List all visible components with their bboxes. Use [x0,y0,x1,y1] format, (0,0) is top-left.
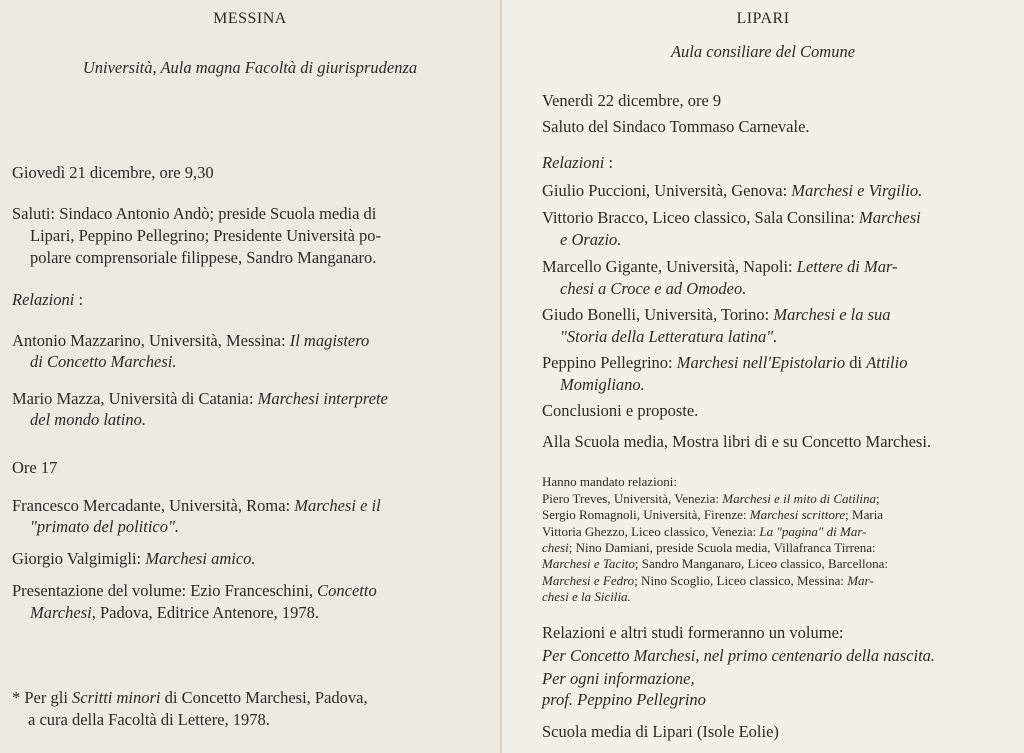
hanno-line-4 [542,540,876,556]
hanno-line-1: Piero Treves, Università, Venezia: Marchesi e il mito di Catilina; [542,491,880,506]
talk-title: Marchesi [859,208,921,227]
hanno-line-6 [542,573,874,589]
hanno-title: Marchesi scrittore [749,507,846,522]
hanno-text: Vittoria Ghezzo, Liceo classico, Venezia: [542,524,760,539]
hanno-title: Marchesi e Fedro [542,573,635,588]
talk-title: Marchesi amico. [145,549,256,568]
saluti-text-1: : Sindaco Antonio Andò; preside Scuola media di [50,204,377,223]
talk-mazzarino-cont: di Concetto Marchesi. [30,352,177,371]
footnote-text-2: di Concetto Marchesi, Padova, [160,688,368,707]
messina-heading: MESSINA [213,10,287,27]
hanno-title: La "pagina" di Mar- [759,524,867,539]
talk-title: Lettere di Mar- [796,257,898,276]
presentazione-line-1 [12,580,377,601]
talk-title: Marchesi nell'Epistolario [676,353,846,372]
talk-speaker: Peppino Pellegrino: [542,353,677,372]
footnote-line-1 [12,687,368,708]
messina-venue: Università, Aula magna Facoltà di giurisprudenza [82,58,418,77]
talk-gigante [542,256,898,277]
footnote-line-2: a cura della Facoltà di Lettere, 1978. [28,710,270,729]
talk-bracco-cont: e Orazio. [560,230,622,249]
talk-speaker: Mario Mazza, Università di Catania: [12,389,258,408]
conclusioni: Conclusioni e proposte. [542,401,699,420]
hanno-line-5 [542,556,888,572]
volume-line: Relazioni e altri studi formeranno un volume: [542,623,844,642]
talk-mazza-cont: del mondo latino. [30,410,146,429]
presentazione-title-a: Concetto [317,581,377,600]
relazioni-heading-right [542,152,613,173]
talk-mazzarino [12,330,369,351]
talk-speaker: Marcello Gigante, Università, Napoli: [542,257,797,276]
day1-time: Giovedì 21 dicembre, ore 9,30 [12,163,214,182]
relazioni-heading-left [12,289,83,310]
lipari-venue: Aula consiliare del Comune [670,42,856,61]
talk-speaker: Giudo Bonelli, Università, Torino: [542,305,774,324]
talk-bonelli [542,304,891,325]
footnote-title: Scritti minori [72,688,161,707]
talk-speaker: Antonio Mazzarino, Università, Messina: [12,331,290,350]
presentazione-line-2 [30,602,319,623]
talk-mercadante [12,495,381,516]
talk-title-2: Attilio [866,353,908,372]
talk-pellegrino-cont: Momigliano. [560,375,645,394]
hanno-line-7: chesi e la Sicilia. [542,589,631,604]
presentazione-details: , Padova, Editrice Antenore, 1978. [91,603,319,622]
talk-speaker: Giorgio Valgimigli: [12,549,146,568]
volume-title: Per Concetto Marchesi [542,646,696,665]
talk-bonelli-cont: "Storia della Letteratura latina". [560,327,778,346]
talk-title: Marchesi e il [294,496,381,515]
relazioni-label: Relazioni [542,153,605,172]
hanno-title: Marchesi e il mito di Catilina [722,491,876,506]
day2-time: Venerdì 22 dicembre, ore 9 [542,91,722,110]
talk-mazza [12,388,388,409]
talk-title: Marchesi e Virgilio. [791,181,923,200]
relazioni-label: Relazioni [12,290,75,309]
hanno-text: ; Nino Damiani, preside Scuola media, Villafranca Tirrena: [568,540,876,555]
saluti-line-1 [12,203,376,224]
talk-bracco [542,207,921,228]
footnote-text: * Per gli [12,688,73,707]
talk-title: Marchesi interprete [257,389,388,408]
relazioni-colon: : [604,153,614,172]
hanno-title: chesi [542,540,569,555]
volume-rest: , nel primo centenario della nascita. [695,646,936,665]
right-page [502,0,1024,753]
talk-mid: di [845,353,867,372]
talk-speaker: Giulio Puccioni, Università, Genova: [542,181,792,200]
saluti-label: Saluti [12,204,51,223]
talk-mercadante-cont: "primato del politico". [30,517,180,536]
ore-17: Ore 17 [12,458,58,477]
talk-valgimigli [12,548,256,569]
hanno-title-2: Mar- [847,573,874,588]
hanno-text: Piero Treves, Università, Venezia: [542,491,723,506]
lipari-heading: LIPARI [736,10,790,27]
saluti-line-2: Lipari, Peppino Pellegrino; Presidente Università po- [30,226,382,245]
left-page [0,0,500,753]
talk-title: Marchesi e la sua [773,305,891,324]
talk-speaker: Vittorio Bracco, Liceo classico, Sala Consilina: [542,208,860,227]
hanno-text-2: ; Maria [845,507,884,522]
hanno-line-2 [542,507,883,523]
talk-speaker: Francesco Mercadante, Università, Roma: [12,496,295,515]
saluti-line-3: polare comprensoriale filippese, Sandro Manganaro. [30,248,377,267]
talk-gigante-cont: chesi a Croce e ad Omodeo. [560,279,747,298]
hanno-text: ; Sandro Manganaro, Liceo classico, Barcellona: [634,556,888,571]
talk-puccioni [542,180,922,201]
hanno-text: ; Nino Scoglio, Liceo classico, Messina: [634,573,848,588]
hanno-header: Hanno mandato relazioni: [542,474,678,489]
mostra: Alla Scuola media, Mostra libri di e su Concetto Marchesi. [542,432,932,451]
presentazione-title-b: Marchesi [30,603,92,622]
scuola-address: Scuola media di Lipari (Isole Eolie) [542,722,779,741]
talk-pellegrino [542,352,907,373]
hanno-title: Marchesi e Tacito [542,556,635,571]
saluto-sindaco: Saluto del Sindaco Tommaso Carnevale. [542,117,810,136]
info-line-2: prof. Peppino Pellegrino [542,690,706,709]
talk-title: Il magistero [289,331,370,350]
presentazione-text: Presentazione del volume: Ezio Franceschini, [12,581,318,600]
hanno-line-3 [542,524,866,540]
relazioni-colon: : [74,290,84,309]
info-line-1: Per ogni informazione, [542,669,695,688]
hanno-text: Sergio Romagnoli, Università, Firenze: [542,507,750,522]
volume-title-line [542,645,935,666]
